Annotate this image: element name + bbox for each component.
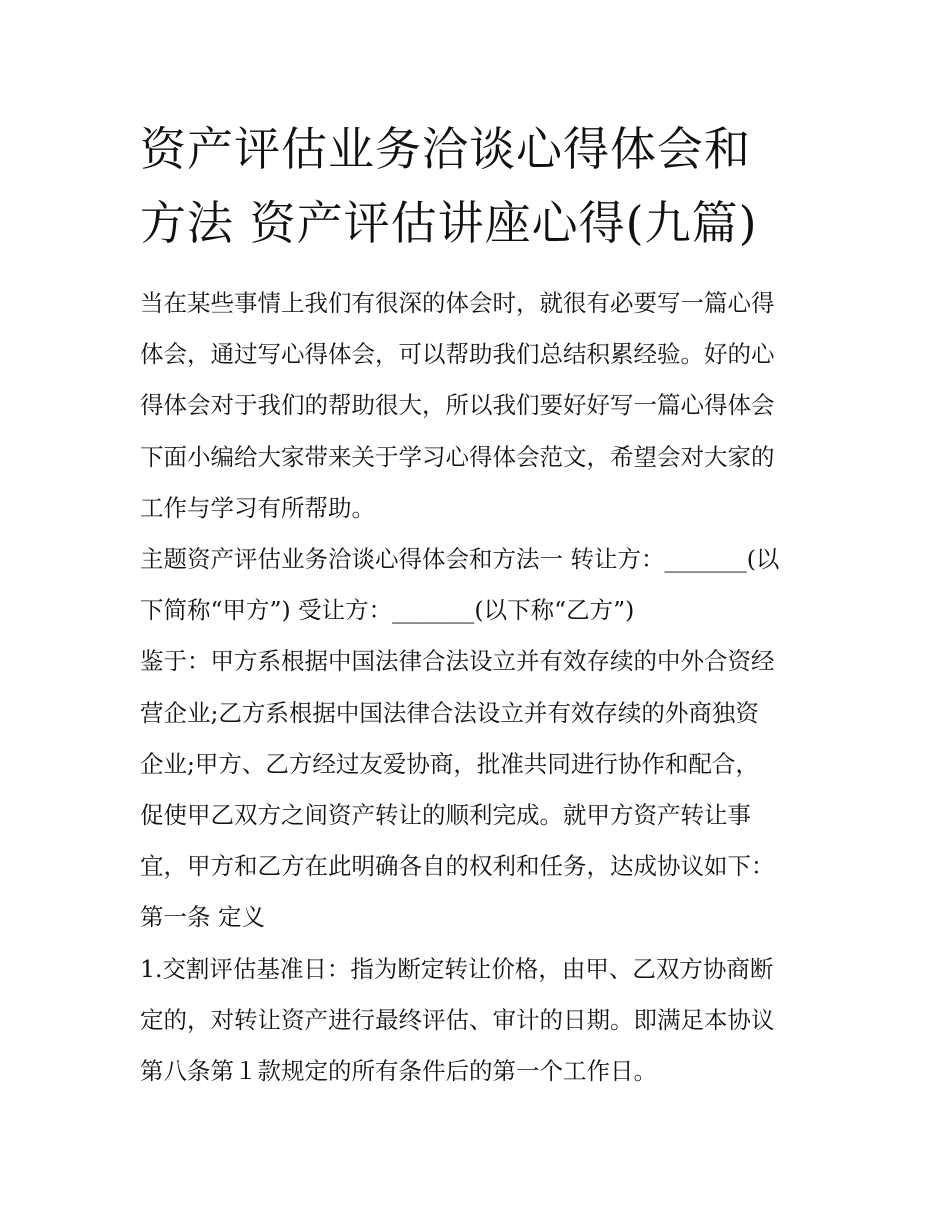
- text-line: 宜，甲方和乙方在此明确各自的权利和任务，达成协议如下：: [140, 852, 775, 881]
- document-title: [140, 112, 820, 260]
- title-line-2: 方法 资产评估讲座心得(九篇): [140, 196, 758, 250]
- document-body: [140, 278, 830, 1097]
- text-line: 1.交割评估基准日：指为断定转让价格，由甲、乙双方协商断: [140, 954, 774, 983]
- text-line: 主题资产评估业务洽谈心得体会和方法一 转让方：_______(以: [140, 545, 780, 574]
- text-line: 鉴于：甲方系根据中国法律合法设立并有效存续的中外合资经: [140, 647, 775, 676]
- text-line: 第八条第１款规定的所有条件后的第一个工作日。: [140, 1057, 657, 1086]
- text-line: 定的，对转让资产进行最终评估、审计的日期。即满足本协议: [140, 1005, 775, 1034]
- title-line-1: 资产评估业务洽谈心得体会和: [140, 122, 751, 176]
- text-line: 体会，通过写心得体会，可以帮助我们总结积累经验。好的心: [140, 340, 775, 369]
- text-line: 促使甲乙双方之间资产转让的顺利完成。就甲方资产转让事: [140, 801, 751, 830]
- text-line: 企业;甲方、乙方经过友爱协商，批准共同进行协作和配合，: [140, 749, 759, 778]
- text-line: 当在某些事情上我们有很深的体会时，就很有必要写一篇心得: [140, 289, 775, 317]
- text-line: 工作与学习有所帮助。: [140, 493, 375, 522]
- text-line: 下简称“甲方”) 受让方：_______(以下称“乙方”): [140, 596, 635, 625]
- text-line: 营企业;乙方系根据中国法律合法设立并有效存续的外商独资: [140, 698, 759, 727]
- section-heading: 第一条 定义: [140, 903, 265, 932]
- text-line: 得体会对于我们的帮助很大，所以我们要好好写一篇心得体会: [140, 391, 775, 420]
- text-line: 下面小编给大家带来关于学习心得体会范文，希望会对大家的: [140, 442, 775, 471]
